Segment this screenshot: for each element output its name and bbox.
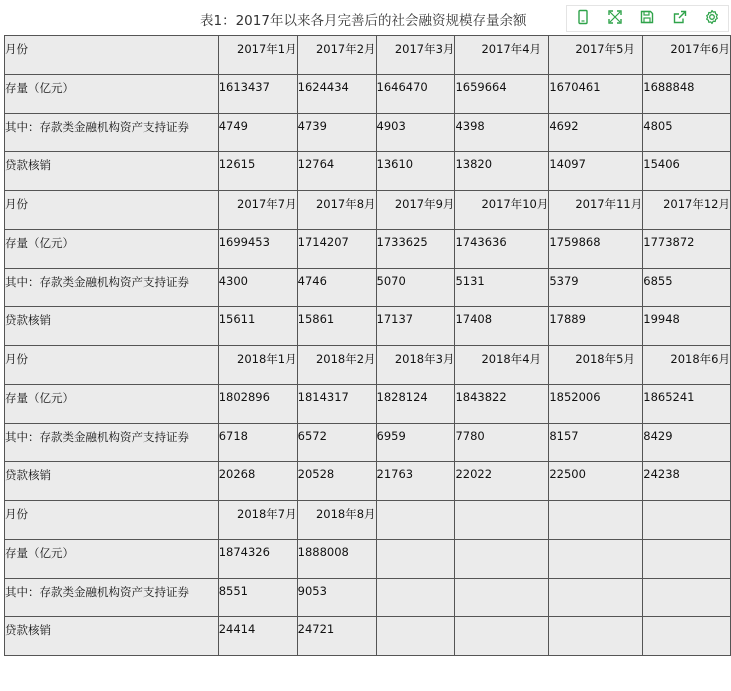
- value-cell: [643, 617, 731, 656]
- month-cell: [643, 501, 731, 540]
- value-cell: 1659664: [455, 74, 549, 113]
- mobile-view-button[interactable]: [572, 8, 594, 30]
- value-cell: [643, 539, 731, 578]
- value-cell: 22022: [455, 462, 549, 501]
- value-cell: 8157: [549, 423, 643, 462]
- abs-row: [5, 423, 731, 462]
- value-cell: [549, 578, 643, 617]
- value-cell: 1874326: [218, 539, 297, 578]
- row-label: 其中：存款类金融机构资产支持证券: [5, 578, 219, 617]
- value-cell: 1865241: [643, 384, 731, 423]
- row-label: 存量（亿元）: [5, 74, 219, 113]
- month-cell: 2018年8月: [297, 501, 376, 540]
- month-cell: 2017年7月: [218, 191, 297, 230]
- value-cell: [455, 617, 549, 656]
- share-icon: [672, 9, 688, 29]
- value-cell: 1699453: [218, 229, 297, 268]
- value-cell: 1613437: [218, 74, 297, 113]
- social-financing-table: [4, 35, 731, 656]
- stock-row: [5, 74, 731, 113]
- value-cell: 1773872: [643, 229, 731, 268]
- value-cell: 1743636: [455, 229, 549, 268]
- value-cell: 5379: [549, 268, 643, 307]
- value-cell: 24238: [643, 462, 731, 501]
- settings-icon: [704, 9, 720, 29]
- month-cell: 2018年5月: [549, 346, 643, 385]
- row-label: 月份: [5, 501, 219, 540]
- value-cell: 4300: [218, 268, 297, 307]
- month-cell: 2017年2月: [297, 36, 376, 75]
- value-cell: 24414: [218, 617, 297, 656]
- value-cell: 4903: [376, 113, 455, 152]
- month-cell: [376, 501, 455, 540]
- value-cell: 1814317: [297, 384, 376, 423]
- value-cell: 1670461: [549, 74, 643, 113]
- month-cell: 2018年6月: [643, 346, 731, 385]
- value-cell: 19948: [643, 307, 731, 346]
- month-cell: [455, 501, 549, 540]
- row-label: 贷款核销: [5, 617, 219, 656]
- mobile-icon: [575, 9, 591, 29]
- value-cell: [643, 578, 731, 617]
- row-label: 存量（亿元）: [5, 229, 219, 268]
- value-cell: 6572: [297, 423, 376, 462]
- value-cell: 4739: [297, 113, 376, 152]
- month-cell: 2017年9月: [376, 191, 455, 230]
- value-cell: 1646470: [376, 74, 455, 113]
- value-cell: 15861: [297, 307, 376, 346]
- month-row: [5, 346, 731, 385]
- value-cell: 1852006: [549, 384, 643, 423]
- abs-row: [5, 578, 731, 617]
- writeoff-row: [5, 462, 731, 501]
- value-cell: [549, 539, 643, 578]
- value-cell: 4398: [455, 113, 549, 152]
- value-cell: 22500: [549, 462, 643, 501]
- row-label: 贷款核销: [5, 152, 219, 191]
- value-cell: 12615: [218, 152, 297, 191]
- row-label: 其中：存款类金融机构资产支持证券: [5, 268, 219, 307]
- value-cell: [376, 617, 455, 656]
- table-title: 表1：2017年以来各月完善后的社会融资规模存量余额: [200, 13, 527, 29]
- month-cell: 2017年5月: [549, 36, 643, 75]
- value-cell: 1888008: [297, 539, 376, 578]
- value-cell: 5131: [455, 268, 549, 307]
- value-cell: 6855: [643, 268, 731, 307]
- row-label: 其中：存款类金融机构资产支持证券: [5, 113, 219, 152]
- value-cell: 1624434: [297, 74, 376, 113]
- value-cell: [376, 578, 455, 617]
- month-cell: 2018年1月: [218, 346, 297, 385]
- month-cell: 2017年6月: [643, 36, 731, 75]
- value-cell: 17889: [549, 307, 643, 346]
- title-bar: [0, 0, 731, 36]
- value-cell: 6718: [218, 423, 297, 462]
- abs-row: [5, 113, 731, 152]
- month-cell: 2017年4月: [455, 36, 549, 75]
- value-cell: 24721: [297, 617, 376, 656]
- value-cell: [376, 539, 455, 578]
- month-cell: 2018年4月: [455, 346, 549, 385]
- share-button[interactable]: [669, 8, 691, 30]
- value-cell: 17408: [455, 307, 549, 346]
- month-cell: 2017年10月: [455, 191, 549, 230]
- chart-toolbar: [566, 5, 729, 32]
- settings-button[interactable]: [701, 8, 723, 30]
- row-label: 存量（亿元）: [5, 539, 219, 578]
- value-cell: 5070: [376, 268, 455, 307]
- row-label: 月份: [5, 36, 219, 75]
- value-cell: 20528: [297, 462, 376, 501]
- value-cell: 7780: [455, 423, 549, 462]
- value-cell: 1688848: [643, 74, 731, 113]
- value-cell: 1802896: [218, 384, 297, 423]
- month-cell: 2018年3月: [376, 346, 455, 385]
- month-row: [5, 501, 731, 540]
- value-cell: 4746: [297, 268, 376, 307]
- month-cell: 2018年7月: [218, 501, 297, 540]
- value-cell: 12764: [297, 152, 376, 191]
- month-cell: 2017年3月: [376, 36, 455, 75]
- abs-row: [5, 268, 731, 307]
- fullscreen-button[interactable]: [604, 8, 626, 30]
- value-cell: 13820: [455, 152, 549, 191]
- value-cell: 8551: [218, 578, 297, 617]
- stock-row: [5, 384, 731, 423]
- month-cell: [549, 501, 643, 540]
- month-cell: 2017年1月: [218, 36, 297, 75]
- value-cell: 20268: [218, 462, 297, 501]
- writeoff-row: [5, 307, 731, 346]
- month-cell: 2017年11月: [549, 191, 643, 230]
- row-label: 贷款核销: [5, 307, 219, 346]
- value-cell: 1828124: [376, 384, 455, 423]
- stock-row: [5, 229, 731, 268]
- expand-icon: [607, 9, 623, 29]
- row-label: 其中：存款类金融机构资产支持证券: [5, 423, 219, 462]
- value-cell: 8429: [643, 423, 731, 462]
- save-button[interactable]: [636, 8, 658, 30]
- value-cell: 13610: [376, 152, 455, 191]
- writeoff-row: [5, 617, 731, 656]
- value-cell: [549, 617, 643, 656]
- stock-row: [5, 539, 731, 578]
- row-label: 月份: [5, 191, 219, 230]
- month-cell: 2018年2月: [297, 346, 376, 385]
- row-label: 贷款核销: [5, 462, 219, 501]
- value-cell: 14097: [549, 152, 643, 191]
- value-cell: [455, 578, 549, 617]
- writeoff-row: [5, 152, 731, 191]
- value-cell: 21763: [376, 462, 455, 501]
- month-cell: 2017年12月: [643, 191, 731, 230]
- month-cell: 2017年8月: [297, 191, 376, 230]
- save-icon: [639, 9, 655, 29]
- value-cell: 15611: [218, 307, 297, 346]
- value-cell: 1714207: [297, 229, 376, 268]
- month-row: [5, 191, 731, 230]
- value-cell: 6959: [376, 423, 455, 462]
- value-cell: 17137: [376, 307, 455, 346]
- value-cell: 1759868: [549, 229, 643, 268]
- row-label: 存量（亿元）: [5, 384, 219, 423]
- row-label: 月份: [5, 346, 219, 385]
- month-row: [5, 36, 731, 75]
- value-cell: [455, 539, 549, 578]
- value-cell: 4692: [549, 113, 643, 152]
- value-cell: 4749: [218, 113, 297, 152]
- value-cell: 1843822: [455, 384, 549, 423]
- value-cell: 4805: [643, 113, 731, 152]
- value-cell: 9053: [297, 578, 376, 617]
- value-cell: 15406: [643, 152, 731, 191]
- value-cell: 1733625: [376, 229, 455, 268]
